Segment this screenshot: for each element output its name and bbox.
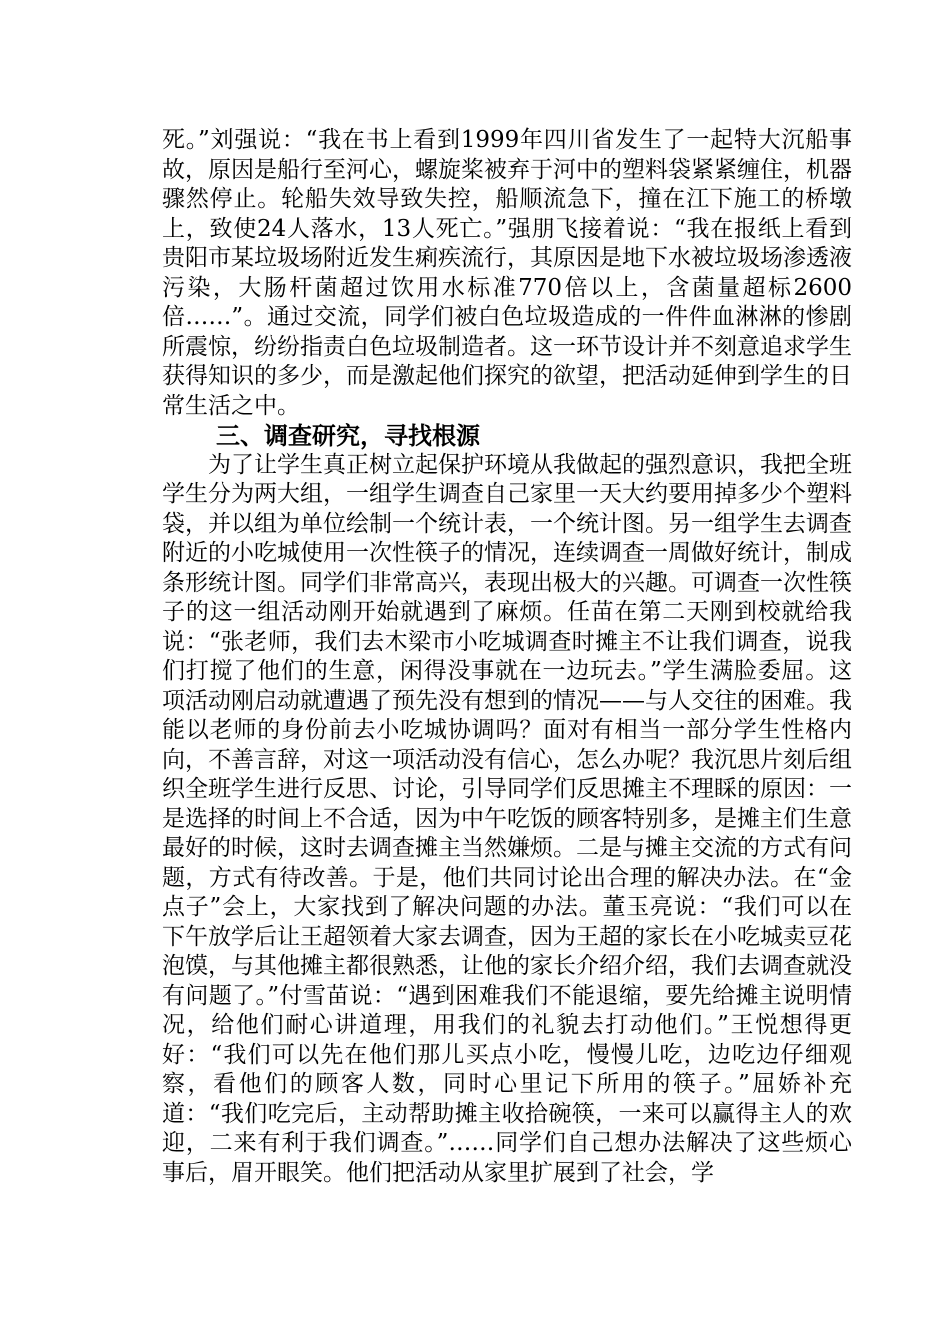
body-text [162,126,852,1188]
section-heading: 三、调查研究，寻找根源 [216,421,480,450]
paragraph-continued: 死。”刘强说：“我在书上看到1999年四川省发生了一起特大沉船事故，原因是船行至河心，螺旋桨被弃于河中的塑料袋紧紧缠住，机器骤然停止。轮船失效导致失控，船顺流急下，撞在江下施工的桥墩上，致使24人落水，13人死亡。”强朋飞接着说：“我在报纸上看到贵阳市某垃圾场附近发生痢疾流行，其原因是地下水被垃圾场渗透液污染，大肠杆菌超过饮用水标准770倍以上，含菌量超标2600倍……”。通过交流，同学们被白色垃圾造成的一件件血淋淋的惨剧所震惊，纷纷指责白色垃圾制造者。这一环节设计并不刻意追求学生获得知识的多少，而是激起他们探究的欲望，把活动延伸到学生的日常生活之中。 [162,127,852,419]
paragraph-main: 为了让学生真正树立起保护环境从我做起的强烈意识，我把全班学生分为两大组，一组学生调查自己家里一天大约要用掉多少个塑料袋，并以组为单位绘制一个统计表，一个统计图。另一组学生去调查附近的小吃城使用一次性筷子的情况，连续调查一周做好统计，制成条形统计图。同学们非常高兴，表现出极大的兴趣。可调查一次性筷子的这一组活动刚开始就遇到了麻烦。任苗在第二天刚到校就给我说：“张老师，我们去木梁市小吃城调查时摊主不让我们调查，说我们打搅了他们的生意，闲得没事就在一边玩去。”学生满脸委屈。这项活动刚启动就遭遇了预先没有想到的情况——与人交往的困难。我能以老师的身份前去小吃城协调吗？面对有相当一部分学生性格内向，不善言辞，对这一项活动没有信心，怎么办呢？我沉思片刻后组织全班学生进行反思、讨论，引导同学们反思摊主不理睬的原因：一是选择的时间上不合适，因为中午吃饭的顾客特别多，是摊主们生意最好的时候，这时去调查摊主当然嫌烦。二是与摊主交流的方式有问题，方式有待改善。于是，他们共同讨论出合理的解决办法。在“金点子”会上，大家找到了解决问题的办法。董玉亮说：“我们可以在下午放学后让王超领着大家去调查，因为王超的家长在小吃城卖豆花泡馍，与其他摊主都很熟悉，让他的家长介绍介绍，我们去调查就没有问题了。”付雪苗说：“遇到困难我们不能退缩，要先给摊主说明情况，给他们耐心讲道理，用我们的礼貌去打动他们。”王悦想得更好：“我们可以先在他们那儿买点小吃，慢慢儿吃，边吃边仔细观察，看他们的顾客人数，同时心里记下所用的筷子。”屈娇补充道：“我们吃完后，主动帮助摊主收拾碗筷，一来可以赢得主人的欢迎，二来有利于我们调查。”……同学们自己想办法解决了这些烦心事后，眉开眼笑。他们把活动从家里扩展到了社会，学 [162,451,852,1186]
